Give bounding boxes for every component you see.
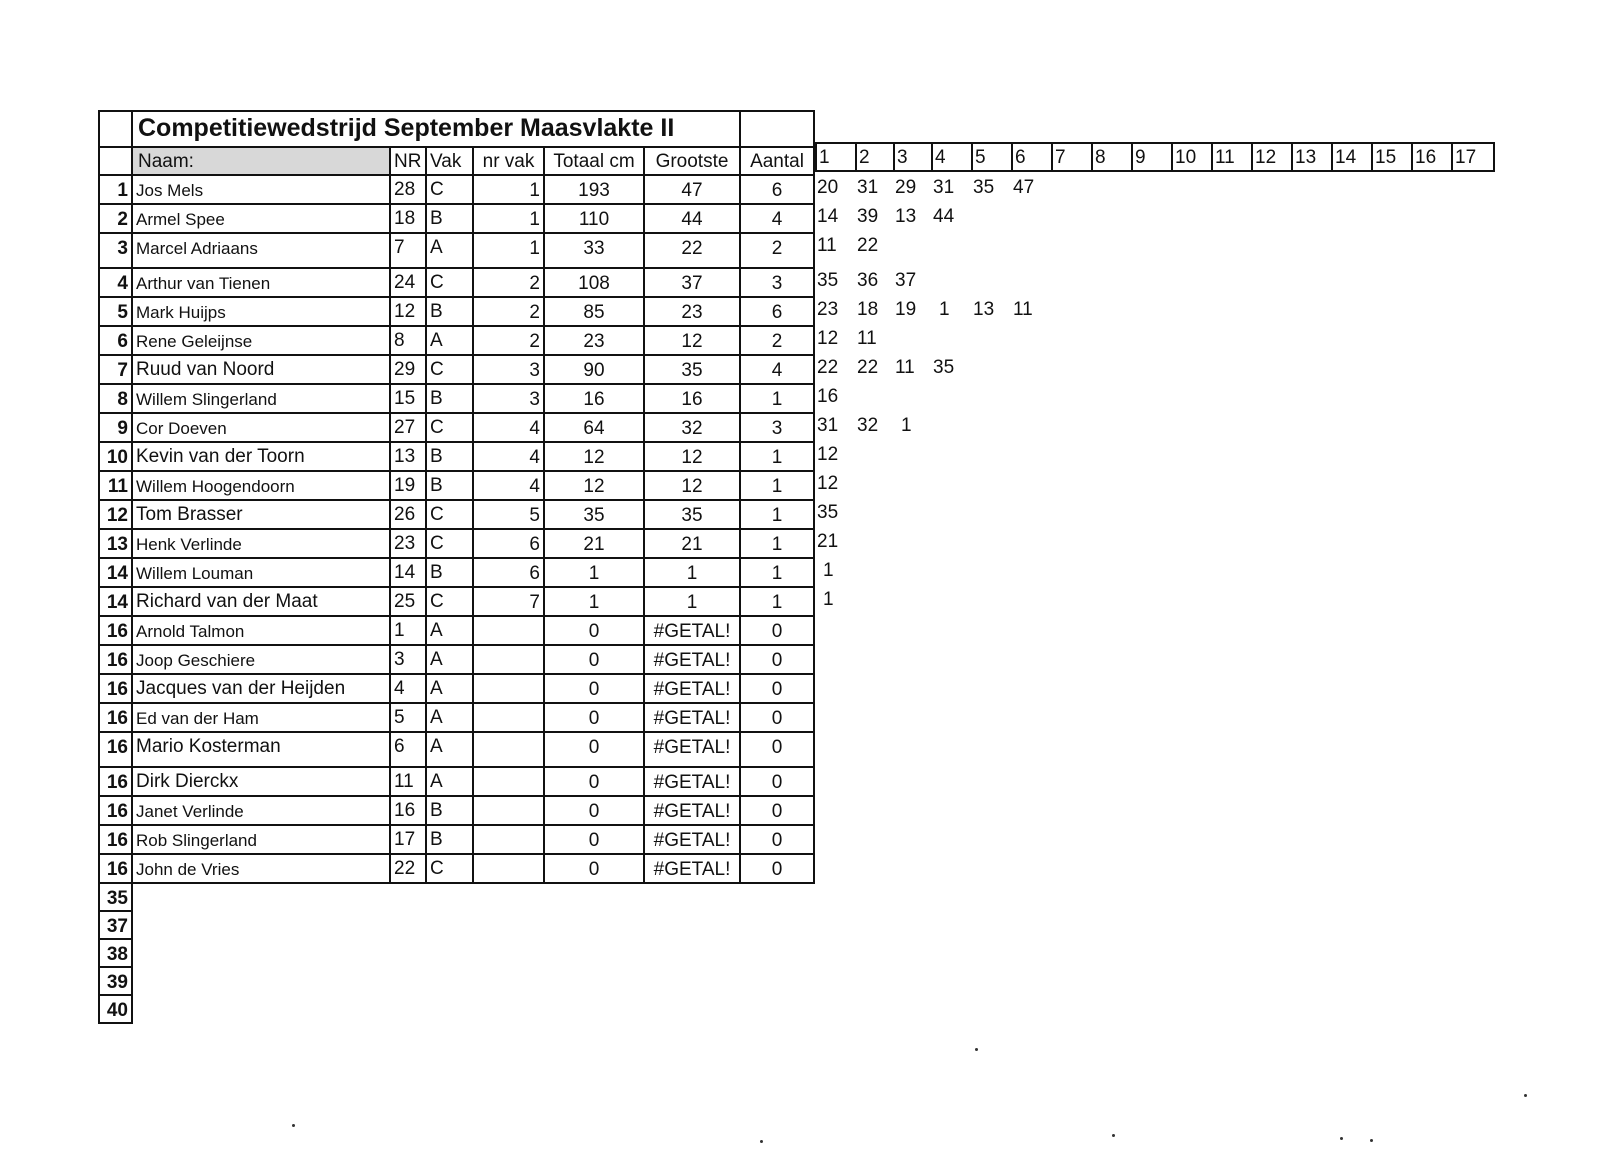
rank-cell: 16 (98, 644, 133, 675)
totaal-cm-cell: 193 (543, 174, 645, 205)
nr-vak-cell: 4 (472, 441, 545, 472)
vak-cell: A (425, 673, 474, 704)
rank-cell: 39 (98, 966, 133, 996)
nr-cell: 18 (389, 203, 427, 234)
totaal-cm-cell: 1 (543, 586, 645, 617)
catch-column-header: 3 (893, 142, 933, 172)
catch-length: 1 (901, 415, 912, 436)
aantal-cell: 1 (739, 470, 815, 501)
nr-cell: 13 (389, 441, 427, 472)
participant-name: Ruud van Noord (131, 354, 391, 385)
totaal-cm-cell: 0 (543, 615, 645, 646)
rank-cell: 9 (98, 412, 133, 443)
catch-length: 22 (857, 357, 879, 378)
grootste-cell: #GETAL! (643, 824, 741, 855)
nr-vak-cell: 6 (472, 528, 545, 559)
totaal-cm-cell: 16 (543, 383, 645, 414)
participant-name: Willem Hoogendoorn (131, 470, 391, 501)
nr-vak-cell (472, 853, 545, 884)
aantal-cell: 2 (739, 325, 815, 356)
catch-length: 22 (817, 357, 839, 378)
catch-length: 32 (857, 415, 879, 436)
totaal-cm-cell: 110 (543, 203, 645, 234)
nr-cell: 22 (389, 853, 427, 884)
totaal-cm-cell: 1 (543, 557, 645, 588)
participant-name: Jacques van der Heijden (131, 673, 391, 704)
participant-name: Ed van der Ham (131, 702, 391, 733)
totaal-cm-cell: 0 (543, 644, 645, 675)
aantal-cell: 0 (739, 766, 815, 797)
rank-cell: 13 (98, 528, 133, 559)
vak-cell: B (425, 383, 474, 414)
participant-name: Mark Huijps (131, 296, 391, 327)
vak-cell: A (425, 731, 474, 768)
totaal-cm-cell: 0 (543, 766, 645, 797)
nr-vak-cell: 3 (472, 354, 545, 385)
totaal-cm-cell: 85 (543, 296, 645, 327)
aantal-cell: 4 (739, 203, 815, 234)
catch-length: 35 (973, 177, 995, 198)
catch-length: 44 (933, 206, 955, 227)
catch-column-header: 4 (931, 142, 973, 172)
participant-name: Marcel Adriaans (131, 232, 391, 269)
nr-cell: 26 (389, 499, 427, 530)
grootste-cell: 44 (643, 203, 741, 234)
catch-length: 11 (857, 328, 877, 349)
nr-vak-cell (472, 731, 545, 768)
catch-column-header: 1 (815, 142, 857, 172)
nr-cell: 8 (389, 325, 427, 356)
nr-cell: 1 (389, 615, 427, 646)
catch-length: 12 (817, 328, 839, 349)
aantal-cell: 1 (739, 557, 815, 588)
grootste-cell: 21 (643, 528, 741, 559)
nr-vak-cell: 4 (472, 470, 545, 501)
nr-cell: 11 (389, 766, 427, 797)
vak-cell: C (425, 586, 474, 617)
vak-cell: B (425, 557, 474, 588)
aantal-cell: 0 (739, 644, 815, 675)
catch-length: 12 (817, 444, 839, 465)
catch-length: 13 (973, 299, 995, 320)
catch-length: 11 (1013, 299, 1033, 320)
nr-cell: 27 (389, 412, 427, 443)
nr-vak-cell: 2 (472, 296, 545, 327)
totaal-cm-cell: 35 (543, 499, 645, 530)
header-nr-vak: nr vak (472, 146, 545, 176)
rank-cell: 16 (98, 615, 133, 646)
catch-column-header: 12 (1251, 142, 1293, 172)
catch-length: 1 (823, 560, 834, 581)
rank-cell: 1 (98, 174, 133, 205)
rank-cell: 16 (98, 702, 133, 733)
rank-cell: 38 (98, 938, 133, 968)
aantal-cell: 0 (739, 673, 815, 704)
rank-cell: 12 (98, 499, 133, 530)
nr-cell: 23 (389, 528, 427, 559)
nr-cell: 17 (389, 824, 427, 855)
nr-vak-cell: 6 (472, 557, 545, 588)
participant-name: Arnold Talmon (131, 615, 391, 646)
nr-vak-cell (472, 615, 545, 646)
rank-cell: 3 (98, 232, 133, 269)
grootste-cell: #GETAL! (643, 644, 741, 675)
catch-column-header: 9 (1131, 142, 1173, 172)
catch-length: 16 (817, 386, 839, 407)
catch-length: 21 (817, 531, 839, 552)
vak-cell: B (425, 470, 474, 501)
aantal-cell: 6 (739, 296, 815, 327)
catch-length: 31 (857, 177, 879, 198)
title-aantal-cell (739, 110, 815, 148)
scan-speck (975, 1048, 978, 1051)
aantal-cell: 1 (739, 499, 815, 530)
vak-cell: B (425, 795, 474, 826)
header-totaal-cm: Totaal cm (543, 146, 645, 176)
header-nr: NR (389, 146, 427, 176)
rank-cell: 14 (98, 586, 133, 617)
aantal-cell: 0 (739, 615, 815, 646)
grootste-cell: 35 (643, 499, 741, 530)
vak-cell: A (425, 615, 474, 646)
scan-speck (1370, 1139, 1373, 1142)
catch-length: 47 (1013, 177, 1035, 198)
grootste-cell: 47 (643, 174, 741, 205)
grootste-cell: 22 (643, 232, 741, 269)
rank-cell: 16 (98, 824, 133, 855)
catch-length: 23 (817, 299, 839, 320)
catch-length: 14 (817, 206, 839, 227)
totaal-cm-cell: 33 (543, 232, 645, 269)
nr-vak-cell: 4 (472, 412, 545, 443)
catch-column-header: 6 (1011, 142, 1053, 172)
aantal-cell: 3 (739, 267, 815, 298)
catch-length: 11 (817, 235, 837, 256)
aantal-cell: 0 (739, 853, 815, 884)
grootste-cell: #GETAL! (643, 615, 741, 646)
vak-cell: C (425, 174, 474, 205)
totaal-cm-cell: 64 (543, 412, 645, 443)
rank-cell: 16 (98, 766, 133, 797)
nr-cell: 25 (389, 586, 427, 617)
nr-vak-cell: 2 (472, 267, 545, 298)
participant-name: Tom Brasser (131, 499, 391, 530)
sheet-title: Competitiewedstrijd September Maasvlakte II (131, 110, 743, 148)
catch-column-header: 10 (1171, 142, 1213, 172)
vak-cell: A (425, 325, 474, 356)
aantal-cell: 1 (739, 586, 815, 617)
grootste-cell: #GETAL! (643, 731, 741, 768)
totaal-cm-cell: 12 (543, 470, 645, 501)
scan-speck (1340, 1137, 1343, 1140)
participant-name: Rob Slingerland (131, 824, 391, 855)
rank-cell: 7 (98, 354, 133, 385)
nr-cell: 28 (389, 174, 427, 205)
nr-vak-cell: 1 (472, 203, 545, 234)
catch-length: 22 (857, 235, 879, 256)
participant-name: Richard van der Maat (131, 586, 391, 617)
title-corner-cell (98, 110, 133, 148)
vak-cell: B (425, 824, 474, 855)
nr-vak-cell: 2 (472, 325, 545, 356)
header-grootste: Grootste (643, 146, 741, 176)
nr-vak-cell (472, 795, 545, 826)
vak-cell: C (425, 528, 474, 559)
participant-name: Henk Verlinde (131, 528, 391, 559)
totaal-cm-cell: 0 (543, 702, 645, 733)
participant-name: Dirk Dierckx (131, 766, 391, 797)
grootste-cell: #GETAL! (643, 853, 741, 884)
vak-cell: C (425, 267, 474, 298)
catch-column-header: 8 (1091, 142, 1133, 172)
totaal-cm-cell: 108 (543, 267, 645, 298)
catch-length: 35 (817, 502, 839, 523)
catch-length: 35 (817, 270, 839, 291)
catch-column-header: 13 (1291, 142, 1333, 172)
nr-cell: 4 (389, 673, 427, 704)
totaal-cm-cell: 0 (543, 731, 645, 768)
nr-vak-cell: 7 (472, 586, 545, 617)
grootste-cell: #GETAL! (643, 673, 741, 704)
catch-length: 31 (817, 415, 839, 436)
rank-cell: 35 (98, 882, 133, 912)
grootste-cell: #GETAL! (643, 702, 741, 733)
nr-cell: 6 (389, 731, 427, 768)
grootste-cell: 12 (643, 470, 741, 501)
grootste-cell: 1 (643, 557, 741, 588)
participant-name: Willem Slingerland (131, 383, 391, 414)
grootste-cell: 35 (643, 354, 741, 385)
rank-cell: 4 (98, 267, 133, 298)
totaal-cm-cell: 23 (543, 325, 645, 356)
totaal-cm-cell: 21 (543, 528, 645, 559)
header-corner-cell (98, 146, 133, 176)
nr-cell: 24 (389, 267, 427, 298)
vak-cell: C (425, 412, 474, 443)
rank-cell: 5 (98, 296, 133, 327)
header-naam: Naam: (131, 146, 391, 176)
grootste-cell: #GETAL! (643, 795, 741, 826)
nr-cell: 3 (389, 644, 427, 675)
catch-length: 13 (895, 206, 917, 227)
nr-cell: 14 (389, 557, 427, 588)
aantal-cell: 1 (739, 383, 815, 414)
aantal-cell: 1 (739, 441, 815, 472)
catch-column-header: 2 (855, 142, 895, 172)
grootste-cell: 37 (643, 267, 741, 298)
catch-length: 37 (895, 270, 917, 291)
grootste-cell: 1 (643, 586, 741, 617)
nr-vak-cell: 1 (472, 174, 545, 205)
rank-cell: 6 (98, 325, 133, 356)
catch-column-header: 11 (1211, 142, 1253, 172)
participant-name: Willem Louman (131, 557, 391, 588)
totaal-cm-cell: 0 (543, 673, 645, 704)
nr-vak-cell: 1 (472, 232, 545, 269)
catch-length: 18 (857, 299, 879, 320)
rank-cell: 16 (98, 731, 133, 768)
totaal-cm-cell: 0 (543, 824, 645, 855)
participant-name: Armel Spee (131, 203, 391, 234)
nr-vak-cell (472, 673, 545, 704)
aantal-cell: 0 (739, 702, 815, 733)
totaal-cm-cell: 0 (543, 795, 645, 826)
nr-vak-cell (472, 766, 545, 797)
nr-vak-cell: 3 (472, 383, 545, 414)
vak-cell: C (425, 499, 474, 530)
aantal-cell: 3 (739, 412, 815, 443)
rank-cell: 16 (98, 853, 133, 884)
totaal-cm-cell: 12 (543, 441, 645, 472)
scan-speck (1112, 1134, 1115, 1137)
catch-length: 35 (933, 357, 955, 378)
header-aantal: Aantal (739, 146, 815, 176)
catch-column-header: 14 (1331, 142, 1373, 172)
totaal-cm-cell: 0 (543, 853, 645, 884)
catch-length: 36 (857, 270, 879, 291)
rank-cell: 2 (98, 203, 133, 234)
vak-cell: A (425, 644, 474, 675)
vak-cell: C (425, 354, 474, 385)
grootste-cell: 23 (643, 296, 741, 327)
catch-column-header: 17 (1451, 142, 1495, 172)
catch-length: 12 (817, 473, 839, 494)
catch-length: 11 (895, 357, 915, 378)
participant-name: Rene Geleijnse (131, 325, 391, 356)
nr-cell: 5 (389, 702, 427, 733)
vak-cell: A (425, 702, 474, 733)
participant-name: Janet Verlinde (131, 795, 391, 826)
aantal-cell: 0 (739, 731, 815, 768)
grootste-cell: 12 (643, 441, 741, 472)
scan-speck (1524, 1094, 1527, 1097)
rank-cell: 10 (98, 441, 133, 472)
nr-cell: 29 (389, 354, 427, 385)
grootste-cell: 16 (643, 383, 741, 414)
rank-cell: 14 (98, 557, 133, 588)
rank-cell: 16 (98, 795, 133, 826)
participant-name: Cor Doeven (131, 412, 391, 443)
rank-cell: 40 (98, 994, 133, 1024)
vak-cell: B (425, 296, 474, 327)
aantal-cell: 1 (739, 528, 815, 559)
aantal-cell: 4 (739, 354, 815, 385)
vak-cell: B (425, 441, 474, 472)
catch-column-header: 16 (1411, 142, 1453, 172)
nr-cell: 16 (389, 795, 427, 826)
participant-name: Arthur van Tienen (131, 267, 391, 298)
participant-name: Kevin van der Toorn (131, 441, 391, 472)
vak-cell: A (425, 232, 474, 269)
catch-column-header: 5 (971, 142, 1013, 172)
grootste-cell: #GETAL! (643, 766, 741, 797)
scan-speck (292, 1124, 295, 1127)
rank-cell: 37 (98, 910, 133, 940)
catch-length: 19 (895, 299, 917, 320)
catch-length: 1 (823, 589, 834, 610)
nr-cell: 12 (389, 296, 427, 327)
scan-speck (760, 1140, 763, 1143)
vak-cell: B (425, 203, 474, 234)
aantal-cell: 6 (739, 174, 815, 205)
catch-column-header: 7 (1051, 142, 1093, 172)
nr-vak-cell: 5 (472, 499, 545, 530)
nr-vak-cell (472, 702, 545, 733)
participant-name: Mario Kosterman (131, 731, 391, 768)
rank-cell: 16 (98, 673, 133, 704)
nr-vak-cell (472, 824, 545, 855)
participant-name: Jos Mels (131, 174, 391, 205)
participant-name: John de Vries (131, 853, 391, 884)
rank-cell: 8 (98, 383, 133, 414)
nr-cell: 7 (389, 232, 427, 269)
nr-cell: 19 (389, 470, 427, 501)
grootste-cell: 12 (643, 325, 741, 356)
aantal-cell: 0 (739, 795, 815, 826)
rank-cell: 11 (98, 470, 133, 501)
header-vak: Vak (425, 146, 474, 176)
vak-cell: A (425, 766, 474, 797)
totaal-cm-cell: 90 (543, 354, 645, 385)
catch-length: 31 (933, 177, 955, 198)
vak-cell: C (425, 853, 474, 884)
catch-length: 20 (817, 177, 839, 198)
nr-vak-cell (472, 644, 545, 675)
catch-column-header: 15 (1371, 142, 1413, 172)
catch-length: 39 (857, 206, 879, 227)
catch-length: 1 (939, 299, 950, 320)
nr-cell: 15 (389, 383, 427, 414)
grootste-cell: 32 (643, 412, 741, 443)
catch-length: 29 (895, 177, 917, 198)
aantal-cell: 2 (739, 232, 815, 269)
aantal-cell: 0 (739, 824, 815, 855)
participant-name: Joop Geschiere (131, 644, 391, 675)
